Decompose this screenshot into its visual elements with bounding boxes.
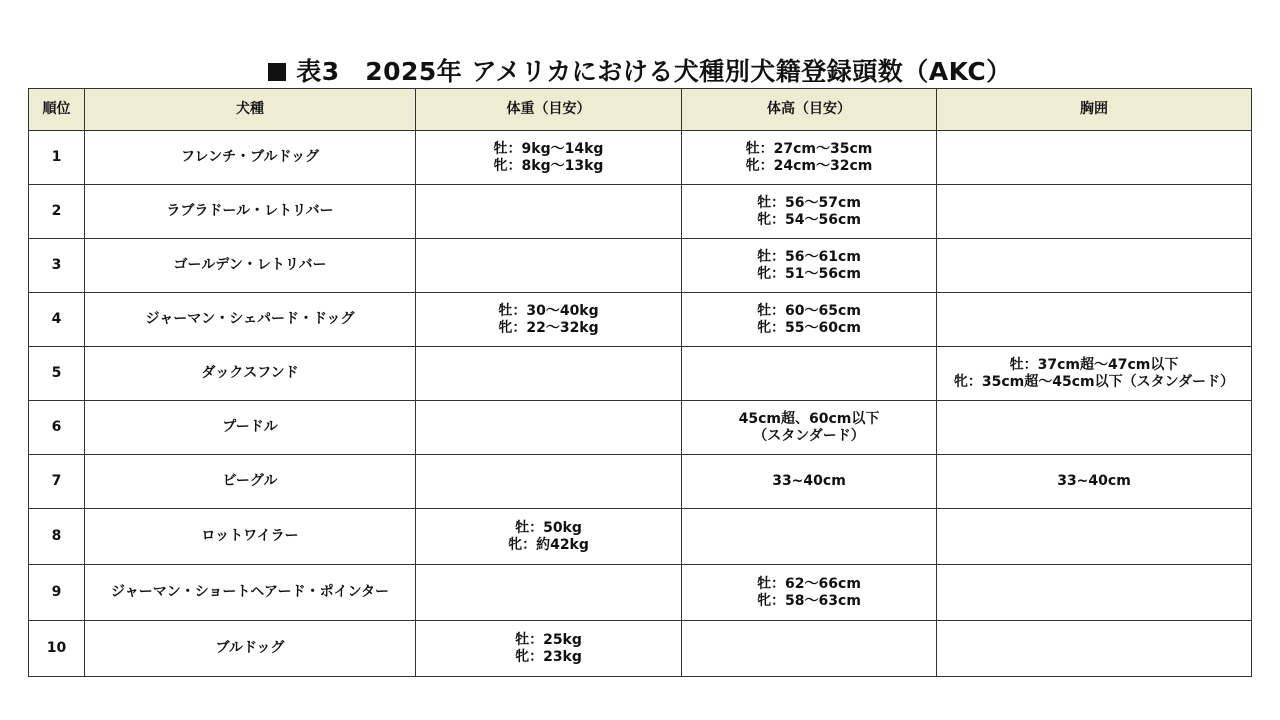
weight-cell: [416, 401, 682, 455]
rank-cell: 6: [29, 401, 85, 455]
height-text: 牡：27cm～35cm 牝：24cm～32cm: [745, 140, 873, 174]
breed-cell: [85, 455, 416, 509]
breed-name: ゴールデン・レトリバー: [173, 257, 327, 273]
header-breed: 犬種: [85, 89, 416, 131]
table-row: [29, 509, 1252, 565]
table-body: [29, 131, 1252, 677]
height-text: 牡：56～61cm 牝：51～56cm: [757, 248, 861, 282]
height-text: 牡：62～66cm 牝：58～63cm: [757, 575, 861, 609]
table-title: [0, 56, 1280, 88]
rank-cell: 4: [29, 293, 85, 347]
table-row: [29, 565, 1252, 621]
rank-cell: 10: [29, 621, 85, 677]
weight-cell: [416, 455, 682, 509]
weight-cell: [416, 347, 682, 401]
breed-name: プードル: [222, 419, 278, 435]
breed-registration-table: [28, 88, 1252, 677]
table-row: [29, 621, 1252, 677]
height-cell: [682, 293, 937, 347]
table-row: [29, 293, 1252, 347]
table-row: [29, 239, 1252, 293]
header-chest: 胸囲: [937, 89, 1252, 131]
height-text: 45cm超、60cm以下 （スタンダード）: [738, 410, 880, 444]
breed-name: ジャーマン・シェパード・ドッグ: [145, 311, 355, 327]
header-height: 体高（目安）: [682, 89, 937, 131]
weight-cell: [416, 509, 682, 565]
chest-text: 牡：37cm超～47cm以下 牝：35cm超～45cm以下（スタンダード）: [953, 356, 1235, 390]
rank-cell: 5: [29, 347, 85, 401]
table-header-row: [29, 89, 1252, 131]
weight-text: 牡：30～40kg 牝：22～32kg: [498, 302, 599, 336]
table-row: [29, 185, 1252, 239]
height-cell: [682, 509, 937, 565]
chest-cell: [937, 347, 1252, 401]
height-cell: [682, 185, 937, 239]
height-text: 牡：56～57cm 牝：54～56cm: [757, 194, 861, 228]
breed-name: ブルドッグ: [215, 640, 285, 656]
height-cell: [682, 455, 937, 509]
height-text: 牡：60～65cm 牝：55～60cm: [757, 302, 861, 336]
weight-cell: [416, 239, 682, 293]
weight-cell: [416, 565, 682, 621]
height-cell: [682, 621, 937, 677]
header-rank: 順位: [29, 89, 85, 131]
chest-cell: [937, 621, 1252, 677]
table-title-text: 表3 2025年 アメリカにおける犬種別犬籍登録頭数（AKC）: [296, 57, 1012, 86]
weight-cell: [416, 131, 682, 185]
breed-name: ダックスフンド: [201, 365, 299, 381]
breed-name: ジャーマン・ショートヘアード・ポインター: [110, 584, 390, 600]
weight-cell: [416, 185, 682, 239]
breed-cell: [85, 185, 416, 239]
rank-cell: 2: [29, 185, 85, 239]
table-row: [29, 455, 1252, 509]
rank-cell: 3: [29, 239, 85, 293]
chest-text: 33~40cm: [1057, 473, 1131, 489]
rank-cell: 7: [29, 455, 85, 509]
breed-name: フレンチ・ブルドッグ: [181, 149, 319, 165]
weight-cell: [416, 293, 682, 347]
chest-cell: [937, 401, 1252, 455]
breed-cell: [85, 131, 416, 185]
table-row: [29, 401, 1252, 455]
height-text: 33~40cm: [772, 473, 846, 489]
height-cell: [682, 401, 937, 455]
breed-cell: [85, 293, 416, 347]
chest-cell: [937, 509, 1252, 565]
weight-text: 牡：25kg 牝：23kg: [515, 631, 582, 665]
chest-cell: [937, 131, 1252, 185]
table-row: [29, 347, 1252, 401]
chest-cell: [937, 455, 1252, 509]
breed-cell: [85, 401, 416, 455]
breed-name: ラブラドール・レトリバー: [166, 203, 334, 219]
breed-name: ビーグル: [222, 473, 278, 489]
chest-cell: [937, 185, 1252, 239]
chest-cell: [937, 565, 1252, 621]
chest-cell: [937, 293, 1252, 347]
rank-cell: 8: [29, 509, 85, 565]
height-cell: [682, 565, 937, 621]
weight-text: 牡：50kg 牝：約42kg: [508, 519, 589, 553]
header-weight: 体重（目安）: [416, 89, 682, 131]
breed-cell: [85, 565, 416, 621]
height-cell: [682, 131, 937, 185]
table-row: [29, 131, 1252, 185]
breed-cell: [85, 509, 416, 565]
breed-name: ロットワイラー: [201, 528, 299, 544]
rank-cell: 1: [29, 131, 85, 185]
breed-cell: [85, 621, 416, 677]
height-cell: [682, 239, 937, 293]
breed-cell: [85, 347, 416, 401]
chest-cell: [937, 239, 1252, 293]
height-cell: [682, 347, 937, 401]
square-bullet-icon: [268, 63, 286, 81]
weight-cell: [416, 621, 682, 677]
breed-cell: [85, 239, 416, 293]
rank-cell: 9: [29, 565, 85, 621]
weight-text: 牡：9kg～14kg 牝：8kg～13kg: [493, 140, 604, 174]
